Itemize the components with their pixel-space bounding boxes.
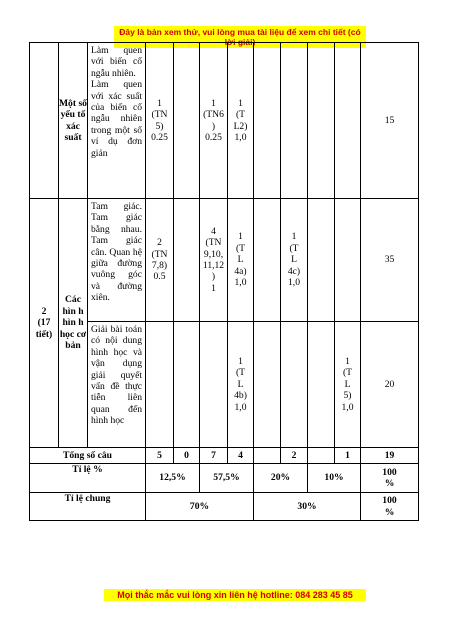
total-sum: 19 [361, 448, 419, 464]
level-cell: 1 (T L 4a) 1,0 [228, 199, 254, 322]
topic-cell: Một số yếu tố xác suất [59, 43, 88, 199]
content-cell: Tam giác. Tam giác bằng nhau. Tam giác cân. Quan hệ giữa đường vuông góc và đường xiên. [88, 199, 146, 322]
general-ratio-row [30, 493, 419, 521]
level-cell: 1 (TN6 ) 0.25 [200, 43, 228, 199]
hotline-banner: Mọi thắc mắc vui lòng xin liên hệ hotline: 084 283 45 85 [104, 589, 366, 601]
level-cell [281, 43, 308, 199]
ratio-cell: 12,5% [146, 464, 200, 493]
percent-cell: 35 [361, 199, 419, 322]
assessment-matrix-table [29, 42, 419, 521]
total-cell [254, 448, 281, 464]
general-cell: 70% [146, 493, 254, 521]
level-cell: 1 (T L 5) 1,0 [335, 322, 361, 448]
level-cell [335, 199, 361, 322]
table-row [30, 199, 419, 322]
percent-cell: 15 [361, 43, 419, 199]
total-cell: 5 [146, 448, 174, 464]
level-cell [174, 43, 200, 199]
level-cell [308, 322, 335, 448]
content-cell: Làm quen với biến cố ngẫu nhiên. Làm quen với xác suất của biến cố ngẫu nhiên trong một số ví dụ đơn giản [88, 43, 146, 199]
level-cell [174, 322, 200, 448]
totals-label: Tổng số câu [30, 448, 146, 464]
level-cell [254, 199, 281, 322]
level-cell [200, 322, 228, 448]
total-cell: 2 [281, 448, 308, 464]
level-cell [335, 43, 361, 199]
chapter-cell: 2 (17 tiết) [30, 199, 59, 448]
total-cell: 4 [228, 448, 254, 464]
level-cell: 1 (T L2) 1,0 [228, 43, 254, 199]
level-cell [281, 322, 308, 448]
ratio-sum: 100 % [361, 464, 419, 493]
total-cell [308, 448, 335, 464]
level-cell [254, 43, 281, 199]
level-cell [308, 199, 335, 322]
level-cell: 1 (TN 5) 0.25 [146, 43, 174, 199]
ratio-label: Tỉ lệ % [30, 464, 146, 493]
level-cell: 1 (T L 4c) 1,0 [281, 199, 308, 322]
level-cell [308, 43, 335, 199]
general-cell: 30% [254, 493, 361, 521]
ratio-cell: 57,5% [200, 464, 254, 493]
topic-cell: Các hìn h hìn h học cơ bản [59, 199, 88, 448]
ratio-row [30, 464, 419, 493]
level-cell [146, 322, 174, 448]
ratio-cell: 20% [254, 464, 308, 493]
table-row [30, 322, 419, 448]
total-cell: 7 [200, 448, 228, 464]
table-row [30, 43, 419, 199]
level-cell: 4 (TN 9,10, 11,12 ) 1 [200, 199, 228, 322]
total-cell: 0 [174, 448, 200, 464]
preview-notice-banner: Đây là bản xem thử, vui lòng mua tài liệu để xem chi tiết (có lời giải) [114, 26, 366, 48]
total-cell: 1 [335, 448, 361, 464]
level-cell: 2 (TN 7,8) 0.5 [146, 199, 174, 322]
general-sum: 100 % [361, 493, 419, 521]
totals-row [30, 448, 419, 464]
level-cell [254, 322, 281, 448]
percent-cell: 20 [361, 322, 419, 448]
level-cell [174, 199, 200, 322]
general-label: Tỉ lệ chung [30, 493, 146, 521]
ratio-cell: 10% [308, 464, 361, 493]
chapter-cell-blank [30, 43, 59, 199]
level-cell: 1 (T L 4b) 1,0 [228, 322, 254, 448]
content-cell: Giải bài toán có nội dung hình học và vận dụng giải quyết vấn đề thực tiễn liên quan đến hình học [88, 322, 146, 448]
